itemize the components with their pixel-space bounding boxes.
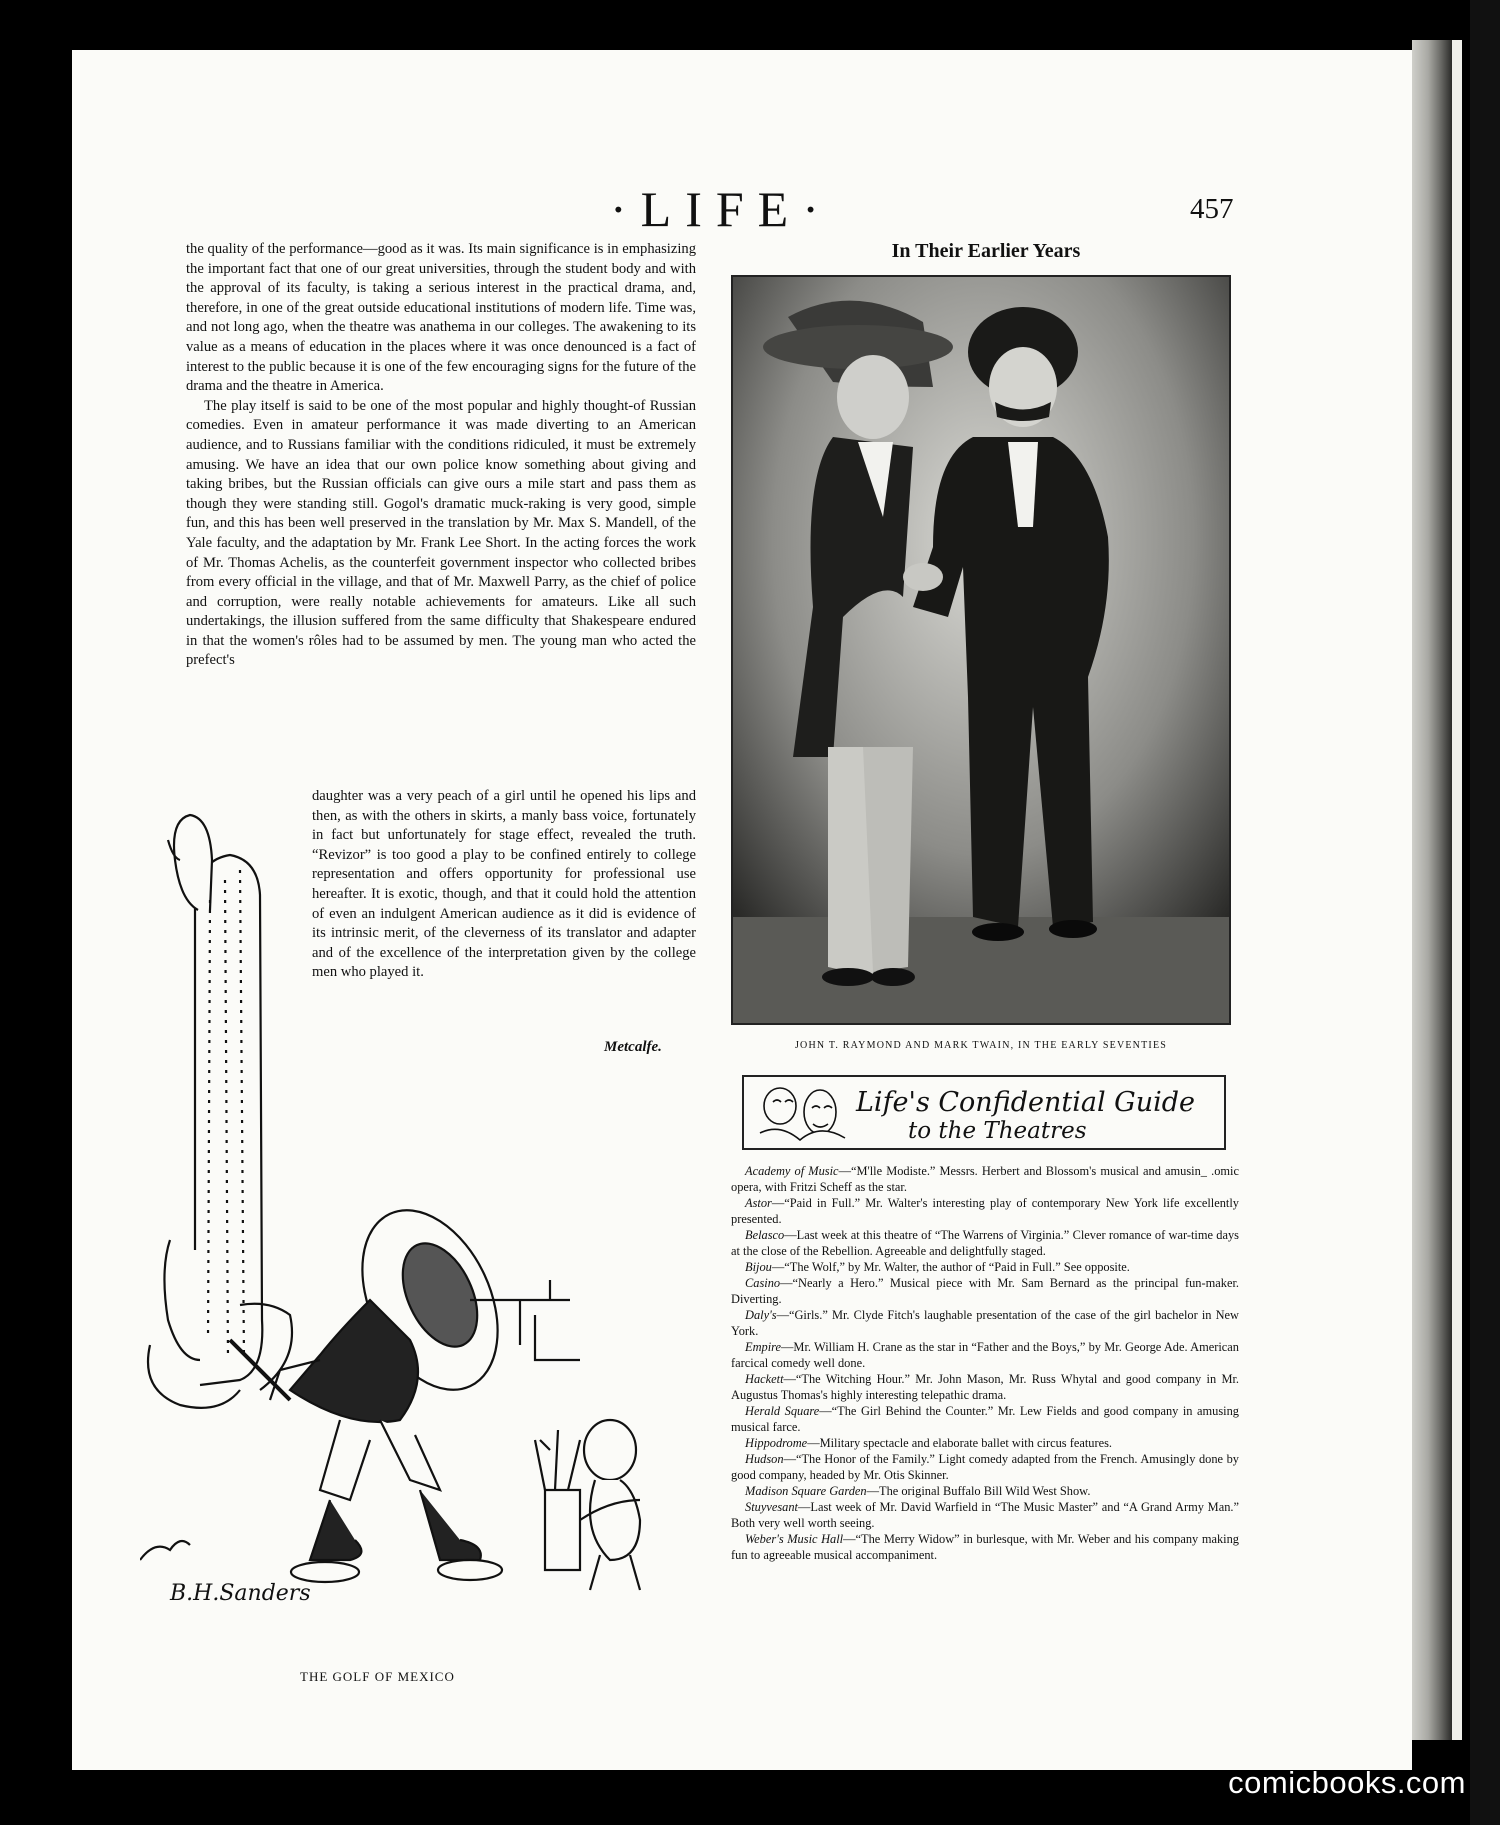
venue-name: Weber's Music Hall [745, 1532, 844, 1546]
guide-entry [731, 1275, 1239, 1307]
guide-entry [731, 1499, 1239, 1531]
venue-name: Empire [745, 1340, 782, 1354]
author-signature: Metcalfe. [604, 1039, 662, 1055]
guide-entry [731, 1227, 1239, 1259]
venue-name: Daly's [745, 1308, 777, 1322]
venue-description: —Military spectacle and elaborate ballet with circus features. [807, 1436, 1113, 1450]
guide-entry [731, 1195, 1239, 1227]
guide-entry [731, 1259, 1239, 1275]
venue-description: —“The Honor of the Family.” Light comedy adapted from the French. Amusingly done by good company, headed by Mr. Otis Skinner. [731, 1452, 1239, 1482]
guide-entry [731, 1435, 1239, 1451]
photo-caption: JOHN T. RAYMOND AND MARK TWAIN, IN THE EARLY SEVENTIES [794, 1040, 1168, 1051]
guide-entry [731, 1451, 1239, 1483]
guide-entry [731, 1163, 1239, 1195]
article-body [186, 240, 696, 671]
guide-entry [731, 1531, 1239, 1563]
guide-entry [731, 1307, 1239, 1339]
theatre-guide-list [731, 1163, 1239, 1563]
page-number: 457 [1190, 193, 1234, 225]
venue-description: —“M'lle Modiste.” Messrs. Herbert and Blossom's musical and amusin_ .omic opera, with Fritzi Scheff as the star. [731, 1164, 1239, 1194]
masks-icon [750, 1078, 850, 1149]
venue-description: —“The Witching Hour.” Mr. John Mason, Mr. Russ Whytal and good company in Mr. Augustus Thomas's highly interesting telepathic drama. [731, 1372, 1239, 1402]
venue-name: Stuyvesant [745, 1500, 798, 1514]
photograph-raymond-and-twain [731, 275, 1231, 1025]
article-paragraph-continued: daughter was a very peach of a girl until he opened his lips and then, as with the others in skirts, a manly bass voice, fortunately in fact but unfortunately for stage effect, revealed the truth. “Revizor” is too good a play to be confined entirely to college representation and offers opportunity for professional use hereafter. It is exotic, though, and that it could hold the attention of even an indulgent American audience as it did is evidence of its intrinsic merit, of the cleverness of its translator and adapter and of the excellence of the interpretation given by the college men who played it. [312, 788, 696, 981]
venue-description: —Mr. William H. Crane as the star in “Father and the Boys,” by Mr. George Ade. American farcical comedy well done. [731, 1340, 1239, 1370]
photo-image [733, 277, 1231, 1025]
page-edge [1452, 40, 1462, 1740]
venue-description: —“Girls.” Mr. Clyde Fitch's laughable presentation of the case of the girl bachelor in New York. [731, 1308, 1239, 1338]
venue-description: —“The Wolf,” by Mr. Walter, the author of “Paid in Full.” See opposite. [771, 1260, 1130, 1274]
venue-description: —“Nearly a Hero.” Musical piece with Mr. Sam Bernard as the principal fun-maker. Diverting. [731, 1276, 1239, 1306]
venue-name: Hudson [745, 1452, 784, 1466]
cartoon-caption: THE GOLF OF MEXICO [300, 1669, 455, 1684]
page-binding [1412, 40, 1452, 1740]
venue-name: Bijou [745, 1260, 772, 1274]
guide-entry [731, 1371, 1239, 1403]
venue-description: —Last week at this theatre of “The Warrens of Virginia.” Clever romance of war-time days at the close of the Rebellion. Agreeable and delightfully staged. [731, 1228, 1239, 1258]
venue-description: —The original Buffalo Bill Wild West Show. [866, 1484, 1091, 1498]
guide-entry [731, 1483, 1239, 1499]
article-paragraph: The play itself is said to be one of the most popular and highly thought-of Russian comedies. Even in amateur performance it was made diverting to an American audience, and to Russians familiar with the conditions ridiculed, it must be extremely amusing. We have an idea that our own police know something about giving and taking bribes, but the Russian officials can give ours a mile start and pass them as though they were standing still. Gogol's dramatic muck-raking is very good, simple fun, and this has been well preserved in the translation by Mr. Max S. Mandell, of the Yale faculty, and the adaptation by Mr. Frank Lee Short. In the acting forces the work of Mr. Thomas Achelis, as the counterfeit government inspector who collected bribes from every official in the village, and that of Mr. Maxwell Parry, as the chief of police and corruption, were really notable achievements for amateurs. Like all such undertakings, the illusion suffered from the same difficulty that Shakespeare endured in that the women's rôles had to be assumed by men. The young man who acted the prefect's [186, 397, 696, 669]
masthead: ·LIFE· [610, 181, 833, 237]
venue-description: —Last week of Mr. David Warfield in “The Music Master” and “A Grand Army Man.” Both very well worth seeing. [731, 1500, 1239, 1530]
guide-entry [731, 1403, 1239, 1435]
venue-name: Academy of Music [745, 1164, 839, 1178]
venue-name: Belasco [745, 1228, 785, 1242]
scan-border [1470, 0, 1500, 1825]
venue-description: —“The Girl Behind the Counter.” Mr. Lew Fields and good company in amusing musical farce. [731, 1404, 1240, 1434]
venue-name: Madison Square Garden [745, 1484, 867, 1498]
photo-title: In Their Earlier Years [891, 240, 1081, 262]
guide-title: Life's Confidential Guide [856, 1087, 1196, 1118]
venue-name: Hippodrome [745, 1436, 808, 1450]
venue-name: Casino [745, 1276, 781, 1290]
theatre-guide-header [742, 1075, 1226, 1150]
artist-signature: B.H.Sanders [170, 1581, 311, 1606]
guide-subtitle: to the Theatres [908, 1118, 1087, 1144]
venue-name: Herald Square [745, 1404, 820, 1418]
site-watermark: comicbooks.com [1228, 1765, 1466, 1800]
guide-entry [731, 1339, 1239, 1371]
venue-name: Hackett [745, 1372, 784, 1386]
venue-name: Astor [745, 1196, 772, 1210]
venue-description: —“Paid in Full.” Mr. Walter's interesting play of contemporary New York life excellently presented. [731, 1196, 1239, 1226]
article-paragraph: the quality of the performance—good as it was. Its main significance is in emphasizing the important fact that one of our great universities, through the student body and with the approval of its faculty, is taking a serious interest in the practical drama, and, therefore, in one of the great outside educational institutions of modern life. Time was, and not long ago, when the theatre was anathema in our colleges. The awakening to its value as a means of education in the places where it was once denounced is a fact of interest to the public because it is one of the few encouraging signs for the future of the drama and the theatre in America. [186, 241, 696, 395]
venue-description: —“The Merry Widow” in burlesque, with Mr. Weber and his company making fun to agreeable musical accompaniment. [731, 1532, 1239, 1562]
